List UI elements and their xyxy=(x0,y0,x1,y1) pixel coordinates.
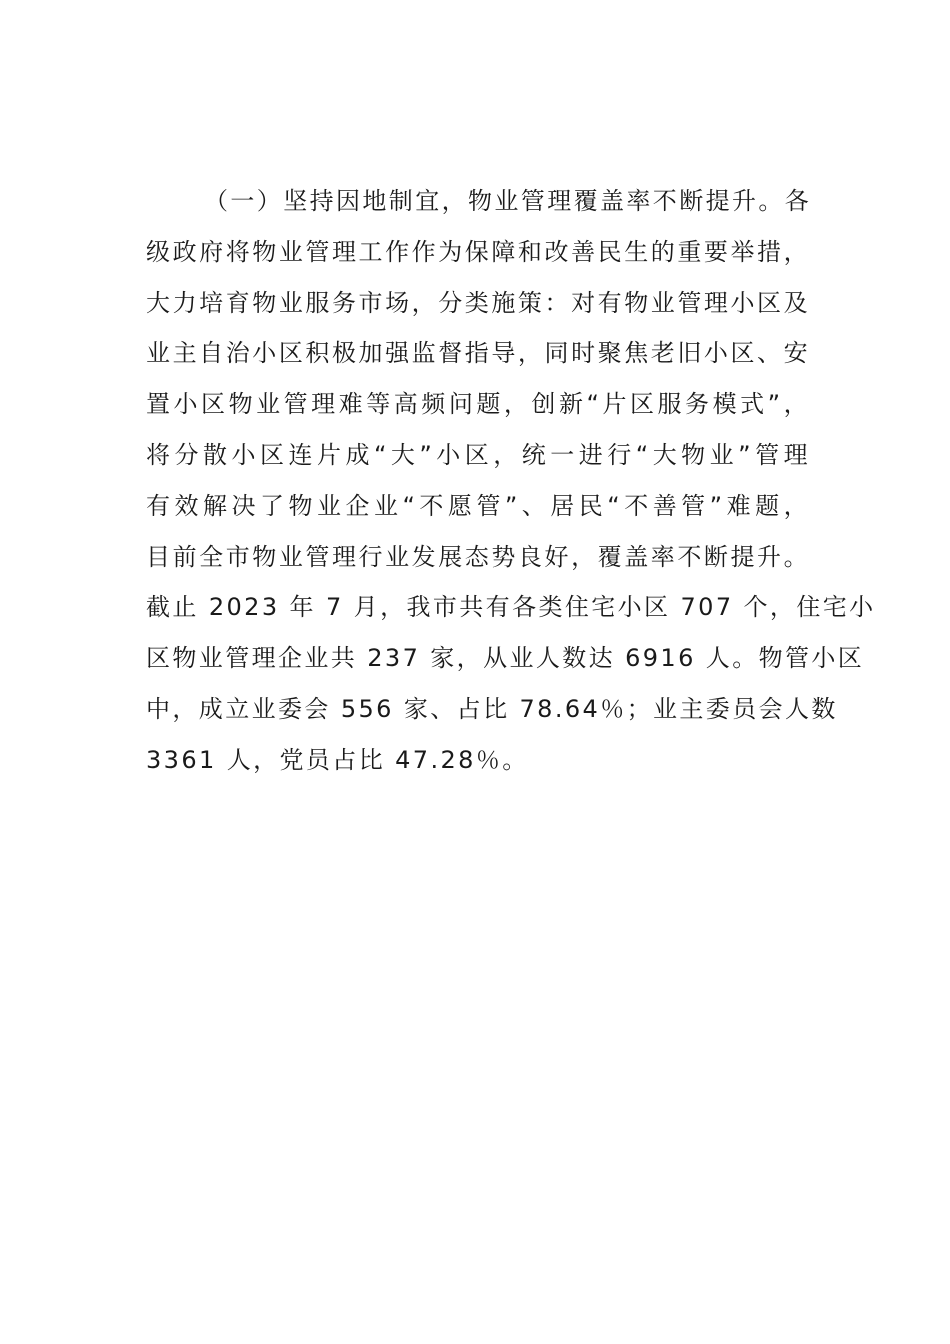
paragraph-line: 截止 2023 年 7 月，我市共有各类住宅小区 707 个，住宅小 xyxy=(146,593,876,622)
paragraph-line: 有效解决了物业企业“不愿管”、居民“不善管”难题， xyxy=(146,491,810,520)
paragraph-line: 级政府将物业管理工作作为保障和改善民生的重要举措， xyxy=(146,237,810,266)
body-paragraph xyxy=(146,176,876,786)
paragraph-line: 业主自治小区积极加强监督指导，同时聚焦老旧小区、安 xyxy=(146,339,810,368)
paragraph-line: 置小区物业管理难等高频问题，创新“片区服务模式”， xyxy=(146,390,810,419)
paragraph-line: 目前全市物业管理行业发展态势良好，覆盖率不断提升。 xyxy=(146,542,810,571)
paragraph-line: （一）坚持因地制宜，物业管理覆盖率不断提升。各 xyxy=(204,187,812,215)
paragraph-line: 将分散小区连片成“大”小区，统一进行“大物业”管理 xyxy=(146,440,810,469)
paragraph-line: 大力培育物业服务市场，分类施策：对有物业管理小区及 xyxy=(146,288,810,317)
paragraph-line: 3361 人，党员占比 47.28％。 xyxy=(146,745,529,774)
paragraph-line: 中，成立业委会 556 家、占比 78.64％；业主委员会人数 xyxy=(146,694,838,723)
paragraph-line: 区物业管理企业共 237 家，从业人数达 6916 人。物管小区 xyxy=(146,644,865,673)
